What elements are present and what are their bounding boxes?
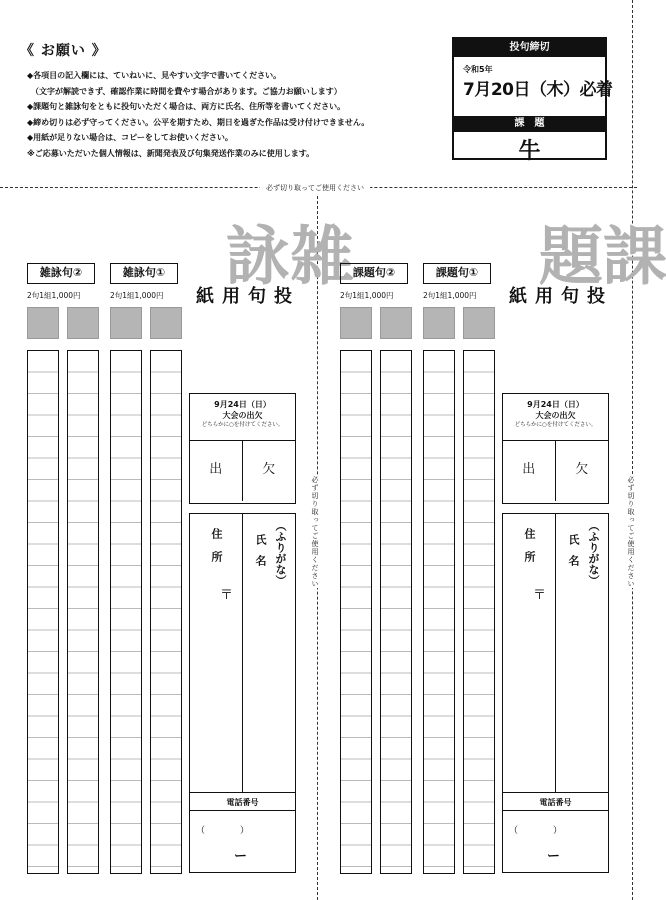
attendance-choices — [503, 440, 608, 501]
phone-paren-close: ） — [553, 826, 563, 836]
cut-label: 必ず切り取ってご使用ください — [311, 476, 319, 588]
column-divider — [242, 514, 243, 792]
column-divider — [555, 514, 556, 792]
phone-section — [503, 792, 608, 864]
phone-paren-open: （ — [509, 826, 519, 836]
haiku-entry-column[interactable] — [380, 350, 412, 874]
phone-label: 電話番号 — [226, 798, 259, 807]
attendance-note: どちらかに○を付けてください。 — [514, 422, 597, 428]
attendance-choices — [190, 440, 295, 501]
notice-line: ◆各項目の記入欄には、ていねいに、見やすい文字で書いてください。 — [27, 71, 282, 80]
address-input[interactable] — [504, 594, 554, 790]
phone-input[interactable] — [191, 811, 293, 871]
attendance-box — [189, 393, 296, 504]
notice-line: ◆用紙が足りない場合は、コピーをしてお使いください。 — [27, 133, 233, 142]
phone-dash: ー — [234, 849, 248, 864]
deadline-era: 令和5年 — [463, 65, 493, 74]
furigana-label: （ふりがな） — [274, 520, 287, 586]
name-input[interactable] — [557, 594, 607, 790]
notice-line: ◆課題句と雑詠句をともに投句いただく場合は、両方に氏名、住所等を書いてください。 — [27, 102, 346, 111]
cut-label: 必ず切り取ってご使用ください — [627, 476, 635, 588]
attend-present-option[interactable]: 出 — [190, 441, 243, 501]
address-box — [189, 513, 296, 873]
notice-list — [27, 68, 447, 161]
event-date: 9月24日（日） — [527, 400, 584, 409]
deadline-box — [452, 37, 613, 164]
tag-haiku-2: 課題句② — [340, 263, 408, 284]
stamp-box — [110, 307, 142, 339]
topic-heading: 課 題 — [454, 116, 605, 132]
address-input[interactable] — [191, 594, 241, 790]
address-box — [502, 513, 609, 873]
price-label: 2句1組1,000円 — [110, 291, 164, 300]
form-label: 投句用紙 — [193, 286, 292, 305]
phone-label: 電話番号 — [539, 798, 572, 807]
haiku-entry-column[interactable] — [423, 350, 455, 874]
phone-paren-close: ） — [240, 826, 250, 836]
event-date: 9月24日（日） — [214, 400, 271, 409]
attendance-title: 大会の出欠 — [535, 411, 576, 420]
phone-paren-open: （ — [196, 826, 206, 836]
name-label: 氏名 — [254, 534, 267, 576]
postal-mark: 〒 — [220, 588, 234, 603]
notice-line: ◆締め切りは必ず守ってください。公平を期すため、期日を過ぎた作品は受け付けできません。 — [27, 117, 370, 127]
phone-input[interactable] — [504, 811, 606, 871]
name-label: 氏名 — [567, 534, 580, 576]
attendance-box — [502, 393, 609, 504]
attend-present-option[interactable]: 出 — [503, 441, 556, 501]
haiku-entry-column[interactable] — [150, 350, 182, 874]
attendance-note: どちらかに○を付けてください。 — [201, 422, 284, 428]
deadline-heading: 投句締切 — [454, 39, 605, 57]
address-label: 住所 — [523, 528, 536, 574]
stamp-box — [340, 307, 372, 339]
tag-haiku-1: 雑詠句① — [110, 263, 178, 284]
price-label: 2句1組1,000円 — [423, 291, 477, 300]
tag-haiku-1: 課題句① — [423, 263, 491, 284]
form-big-title: 課題 — [528, 222, 666, 286]
form-big-title: 雑詠 — [215, 222, 353, 286]
notice-line: （文字が解読できず、確認作業に時間を費やす場合があります。ご協力お願いします） — [27, 86, 342, 96]
postal-mark: 〒 — [533, 588, 547, 603]
cut-label: 必ず切り取ってご使用ください — [260, 183, 370, 193]
phone-dash: ー — [547, 849, 561, 864]
attendance-title: 大会の出欠 — [222, 411, 263, 420]
furigana-label: （ふりがな） — [587, 520, 600, 586]
notice-line: ※ご応募いただいた個人情報は、新聞発表及び句集発送作業のみに使用します。 — [27, 148, 315, 158]
right-cut-line — [632, 0, 633, 900]
price-label: 2句1組1,000円 — [27, 291, 81, 300]
haiku-entry-column[interactable] — [67, 350, 99, 874]
stamp-box — [150, 307, 182, 339]
haiku-entry-column[interactable] — [463, 350, 495, 874]
deadline-date: 7月20日（木）必着 — [463, 80, 613, 100]
topic-value: 牛 — [518, 139, 541, 164]
phone-section — [190, 792, 295, 864]
price-label: 2句1組1,000円 — [340, 291, 394, 300]
haiku-entry-column[interactable] — [340, 350, 372, 874]
haiku-entry-column[interactable] — [27, 350, 59, 874]
stamp-box — [27, 307, 59, 339]
address-label: 住所 — [210, 528, 223, 574]
attend-absent-option[interactable]: 欠 — [262, 462, 276, 477]
attend-absent-option[interactable]: 欠 — [575, 462, 589, 477]
stamp-box — [380, 307, 412, 339]
stamp-box — [463, 307, 495, 339]
notice-title: 《 お願い 》 — [20, 43, 107, 59]
tag-haiku-2: 雑詠句② — [27, 263, 95, 284]
stamp-box — [423, 307, 455, 339]
haiku-entry-column[interactable] — [110, 350, 142, 874]
stamp-box — [67, 307, 99, 339]
name-input[interactable] — [244, 594, 294, 790]
form-label: 投句用紙 — [506, 286, 605, 305]
